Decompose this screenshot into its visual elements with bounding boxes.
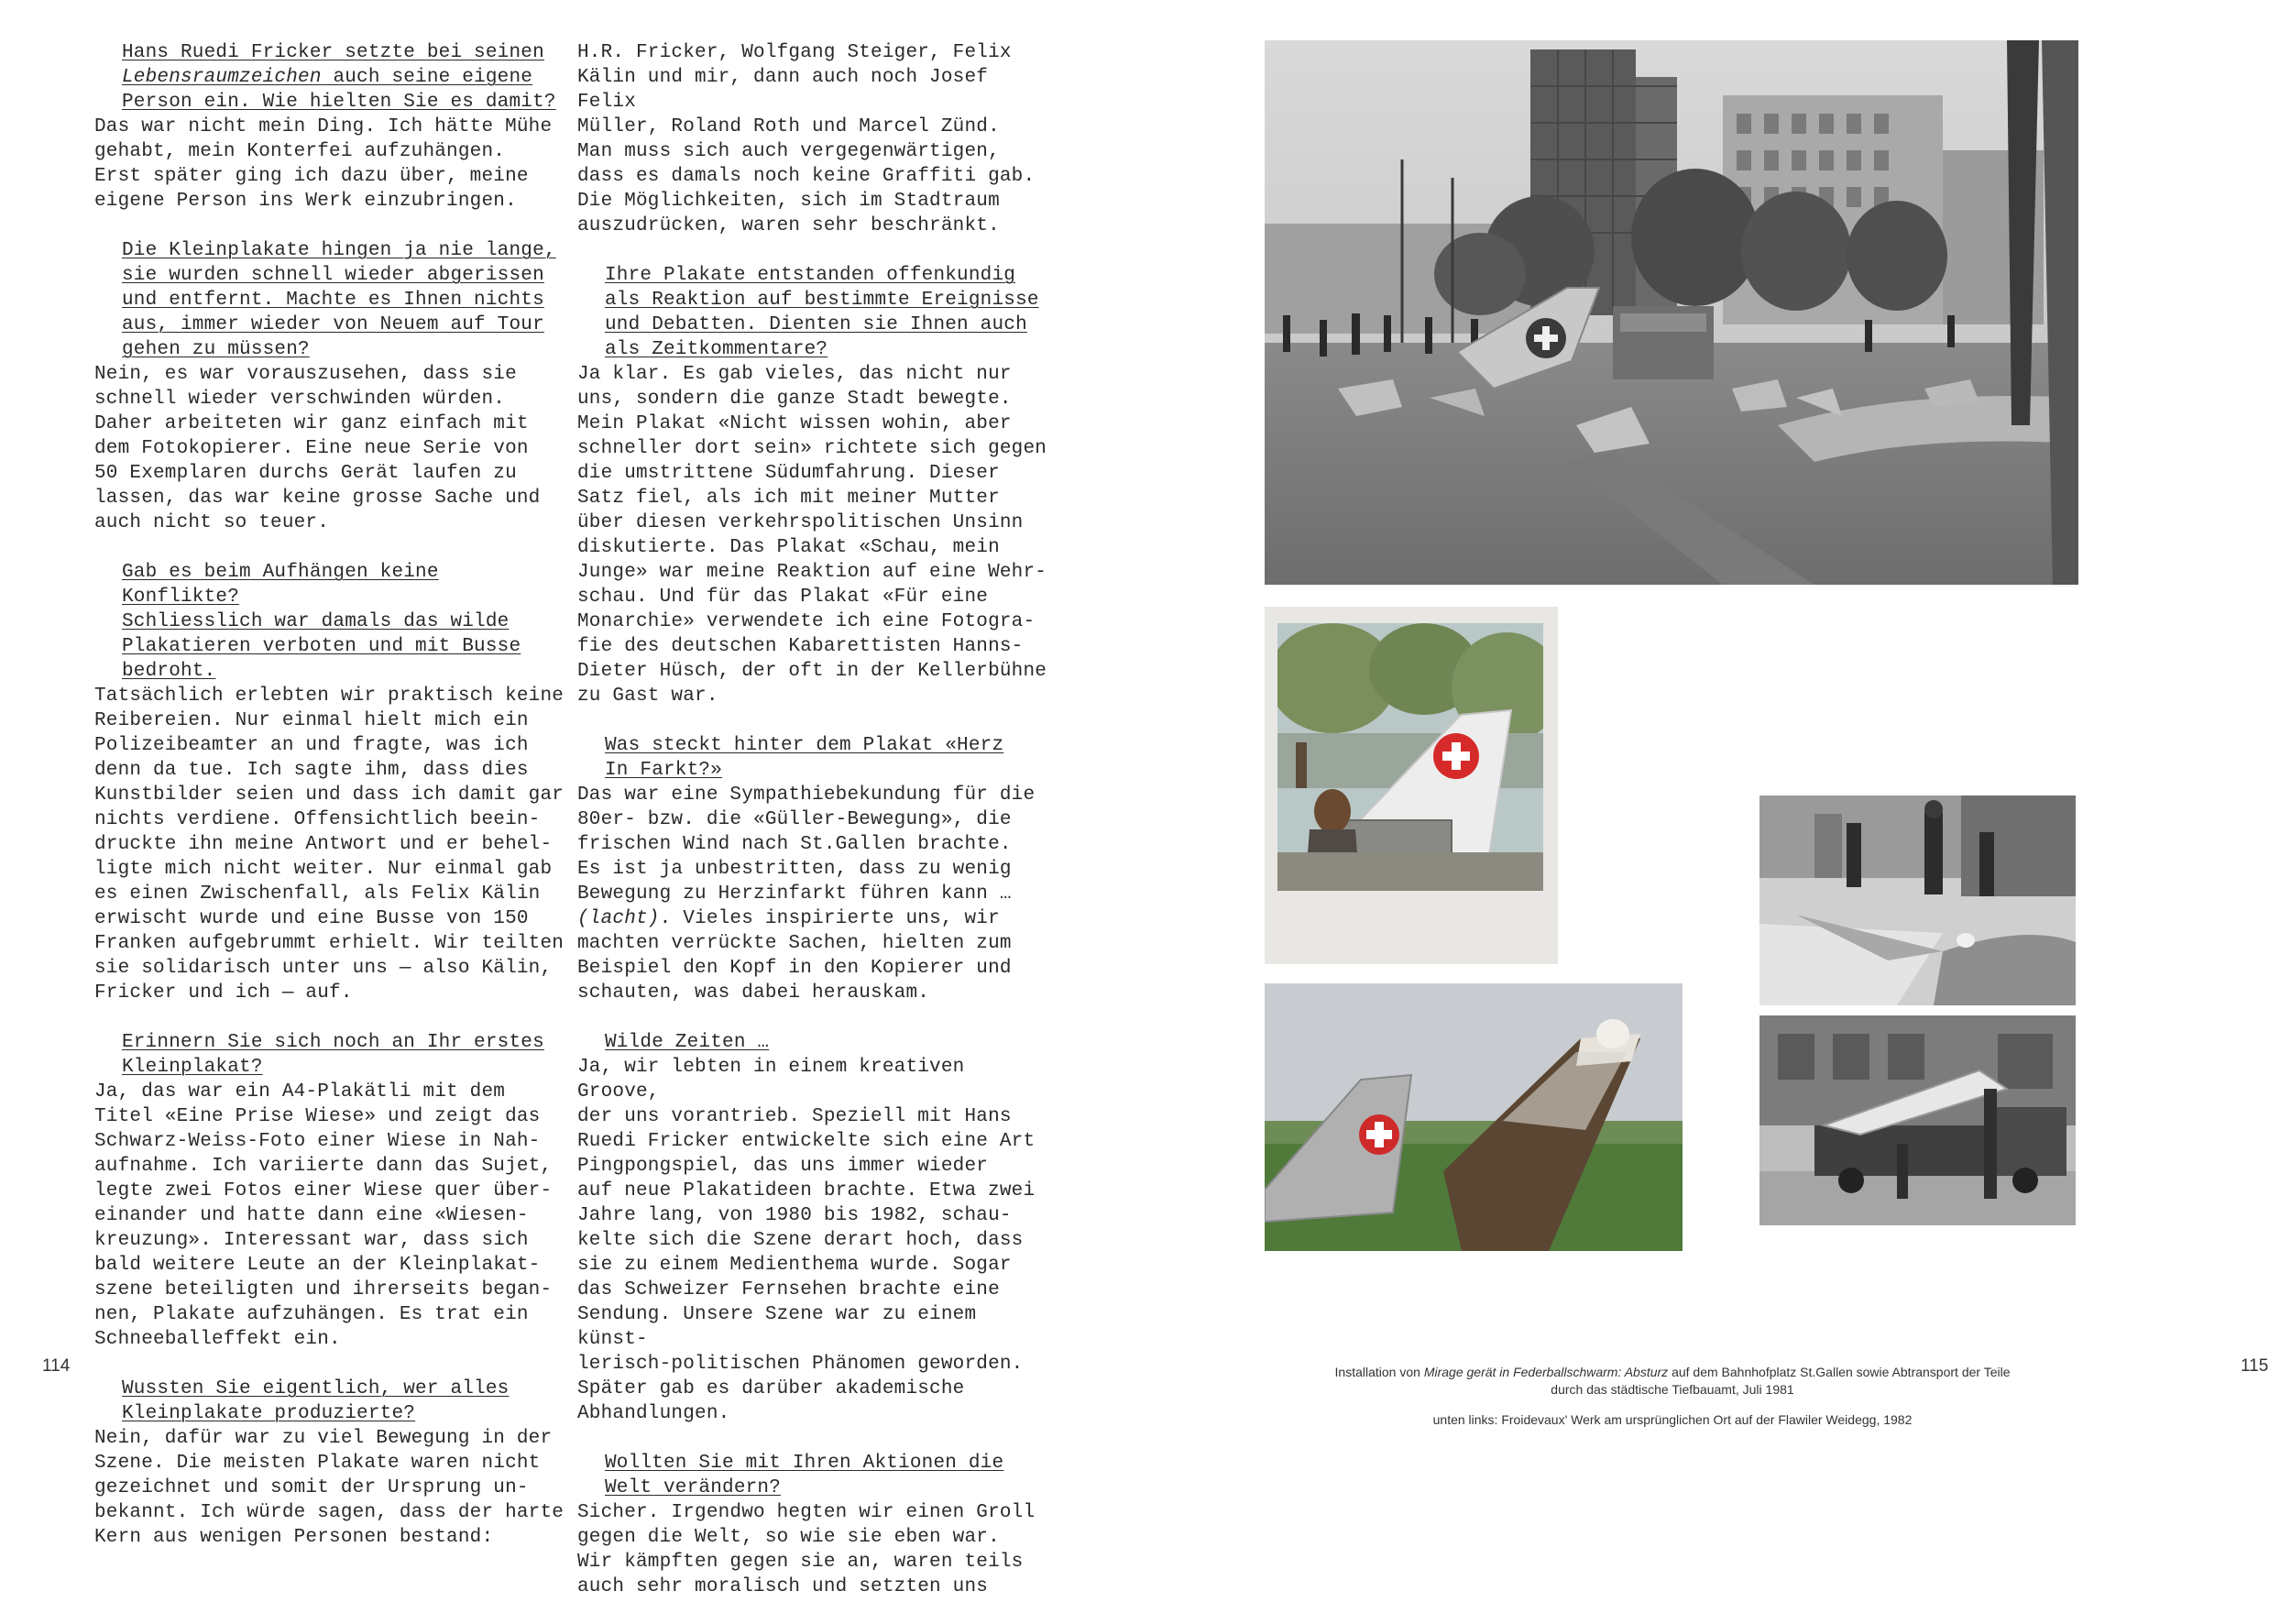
interview-block	[94, 1377, 566, 1550]
photo-caption	[1310, 1364, 2034, 1399]
interview-question: Wollten Sie mit Ihren Aktionen die Welt verändern?	[605, 1453, 1004, 1498]
interview-question: Was steckt hinter dem Plakat «Herz In Farkt?»	[605, 735, 1004, 781]
page-number-left: 114	[42, 1356, 71, 1376]
interview-answer: Tatsächlich erlebten wir praktisch keine Reibereien. Nur einmal hielt mich ein Polizeibeamter an und fragte, was ich denn da tue. Ich sagte ihm, dass dies Kunstbilder seien und dass ich damit gar nichts verdiene. Offensichtlich beein- druckte ihn meine Antwort und er behel- ligte mich nicht weiter. Nur einmal gab es einen Zwischenfall, als Felix Kälin erwischt wurde und eine Busse von 150 Franken aufgebrummt erhielt. Wir teilten sie solidarisch unter uns — also Kälin, Fricker und ich — auf.	[94, 686, 565, 1004]
interview-block	[94, 238, 566, 535]
interview-question: Die Kleinplakate hingen ja nie lange, sie wurden schnell wieder abgerissen und entfernt. Machte es Ihnen nichts aus, immer wieder von Neuem auf Tour gehen zu müssen?	[122, 240, 556, 360]
interview-answer: Sicher. Irgendwo hegten wir einen Groll gegen die Welt, so wie sie eben war. Wir kämpften gegen sie an, waren teils auch sehr moralisch und setzten uns	[577, 1502, 1036, 1597]
interview-question: Erinnern Sie sich noch an Ihr erstes Kleinplakat?	[122, 1032, 544, 1078]
text-column-left	[94, 40, 566, 1575]
interview-block	[577, 263, 1054, 708]
interview-question: Ihre Plakate entstanden offenkundig als Reaktion auf bestimmte Ereignisse und Debatten. Dienten sie Ihnen auch als Zeitkommentare?	[605, 265, 1039, 360]
interview-answer: Das war nicht mein Ding. Ich hätte Mühe gehabt, mein Konterfei aufzuhängen. Erst später ging ich dazu über, meine eigene Person ins Werk einzubringen.	[94, 116, 553, 212]
interview-answer: Ja, das war ein A4-Plakätli mit dem Titel «Eine Prise Wiese» und zeigt das Schwarz-Weiss-Foto einer Wiese in Nah- aufnahme. Ich variierte dann das Sujet, legte zwei Fotos einer Wiese quer über- einander und hatte dann eine «Wiesen- kreuzung». Interessant war, dass sich bald weitere Leute an der Kleinplakat- szene beteiligten und ihrerseits began- nen, Plakate aufzuhängen. Es trat ein Schneeballeffekt ein.	[94, 1081, 553, 1350]
interview-question: Hans Ruedi Fricker setzte bei seinen Lebensraumzeichen auch seine eigene Person ein. Wie hielten Sie es damit?	[122, 42, 556, 113]
interview-question: Wussten Sie eigentlich, wer alles Kleinplakate produzierte?	[122, 1378, 510, 1424]
interview-answer: Nein, es war vorauszusehen, dass sie schnell wieder verschwinden würden. Daher arbeiteten wir ganz einfach mit dem Fotokopierer. Eine neue Serie von 50 Exemplaren durchs Gerät laufen zu lassen, das war keine grosse Sache und auch nicht so teuer.	[94, 364, 541, 533]
text-column-right	[577, 40, 1054, 1624]
right-page	[1146, 0, 2291, 1552]
polaroid-photo-worker-with-tailfin	[1265, 607, 1558, 964]
interview-block	[94, 1030, 566, 1352]
interview-question: Wilde Zeiten …	[605, 1032, 770, 1053]
interview-answer: Das war eine Sympathiebekundung für die 80er- bzw. die «Güller-Bewegung», die frischen Wind nach St.Gallen brachte. Es ist ja unbestritten, dass zu wenig Bewegung zu Herzinfarkt führen kann … (lacht). Vieles inspirierte uns, wir machten verrückte Sachen, hielten zum Beispiel den Kopf in den Kopierer und schauten, was dabei herauskam.	[577, 785, 1036, 1004]
interview-block	[577, 1451, 1054, 1599]
interview-answer: Ja klar. Es gab vieles, das nicht nur uns, sondern die ganze Stadt bewegte. Mein Plakat «Nicht wissen wohin, aber schneller dort sein» richtete sich gegen die umstrittene Südumfahrung. Dieser Satz fiel, als ich mit meiner Mutter über diesen verkehrspolitischen Unsinn diskutierte. Das Plakat «Schau, mein Junge» war meine Reaktion auf eine Wehr- schau. Und für das Plakat «Für eine Monarchie» verwendete ich eine Fotogra- fie des deutschen Kabarettisten Hanns- Dieter Hüsch, der oft in der Kellerbühne zu Gast war.	[577, 364, 1047, 707]
photo-flawiler-weidegg-shuttlecock	[1265, 983, 1683, 1251]
interview-answer: H.R. Fricker, Wolfgang Steiger, Felix Kälin und mir, dann auch noch Josef Felix Müller, Roland Roth und Marcel Zünd. Man muss sich auch vergegenwärtigen, dass es damals noch keine Graffiti gab. Die Möglichkeiten, sich im Stadtraum auszudrücken, waren sehr beschränkt.	[577, 42, 1036, 236]
page-number-right: 115	[2241, 1356, 2269, 1376]
photo-caption-secondary	[1310, 1411, 2034, 1429]
interview-answer: Ja, wir lebten in einem kreativen Groove, der uns vorantrieb. Speziell mit Hans Ruedi Fricker entwickelte sich eine Art Pingpongspiel, das uns immer wieder auf neue Plakatideen brachte. Etwa zwei Jahre lang, von 1980 bis 1982, schau- kelte sich die Szene derart hoch, dass sie zu einem Medienthema wurde. Sogar das Schweizer Fernsehen brachte eine Sendung. Unsere Szene war zu einem künst- lerisch-politischen Phänomen geworden. Später gab es darüber akademische Abhandlungen.	[577, 1057, 1036, 1424]
interview-block	[577, 1030, 1054, 1426]
interview-block	[577, 40, 1054, 238]
caption-line-2: durch das städtische Tiefbauamt, Juli 1981	[1551, 1382, 1794, 1397]
interview-block	[94, 40, 566, 214]
interview-question: Gab es beim Aufhängen keine Konflikte? Schliesslich war damals das wilde Plakatieren verboten und mit Busse bedroht.	[122, 562, 521, 682]
left-page	[0, 0, 1146, 1597]
caption-line-1: Installation von Mirage gerät in Federballschwarm: Absturz auf dem Bahnhofplatz St.Gallen sowie Abtransport der Teile	[1334, 1365, 2011, 1379]
photo-bahnhofplatz-installation	[1265, 40, 2078, 585]
photo-bw-people-with-debris	[1759, 796, 2076, 1005]
interview-answer: Nein, dafür war zu viel Bewegung in der Szene. Die meisten Plakate waren nicht gezeichnet und somit der Ursprung un- bekannt. Ich würde sagen, dass der harte Kern aus wenigen Personen bestand:	[94, 1428, 565, 1548]
interview-block	[94, 560, 566, 1005]
photo-bw-removal-truck	[1759, 1015, 2076, 1225]
interview-block	[577, 733, 1054, 1005]
caption-line-3: unten links: Froidevaux' Werk am ursprünglichen Ort auf der Flawiler Weidegg, 1982	[1432, 1412, 1913, 1427]
